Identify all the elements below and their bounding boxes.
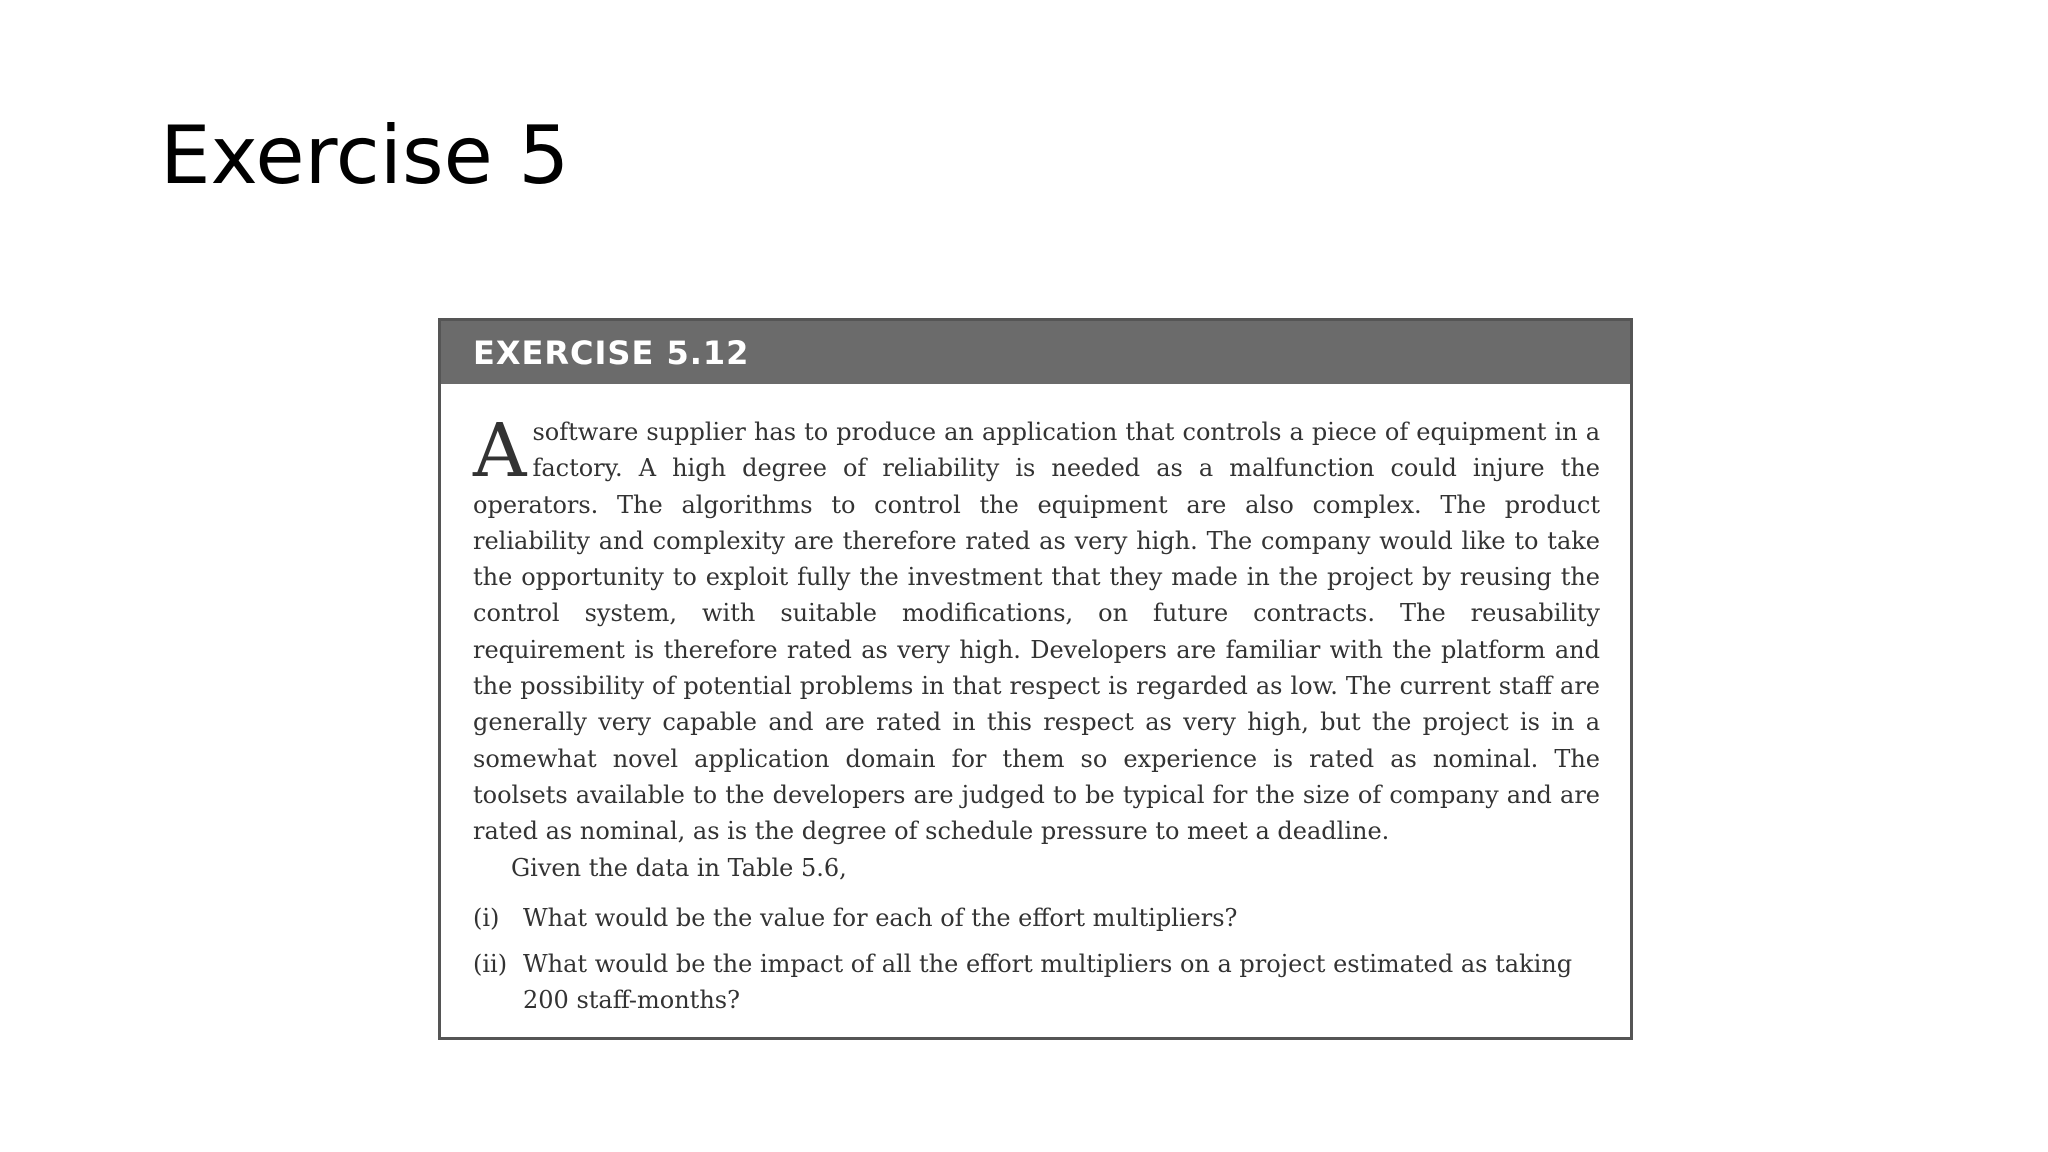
question-marker: (ii) [473, 950, 508, 979]
question-list [473, 900, 1600, 1019]
question-item [473, 900, 1600, 936]
question-item [473, 946, 1600, 1019]
exercise-paragraph [473, 408, 1600, 850]
drop-cap: A [473, 408, 527, 494]
question-text: What would be the value for each of the effort multipliers? [523, 903, 1238, 932]
question-marker: (i) [473, 903, 500, 932]
exercise-header [441, 321, 1630, 384]
paragraph-text: software supplier has to produce an application that controls a piece of equipment in a factory. A high degree of reliability is needed as a malfunction could injure the operators. The algorithms to control the equipment are also complex. The product reliability and complexity are therefore rated as very high. The company would like to take the opportunity to exploit fully the investment that they made in the project by reusing the control system, with suitable modifications, on future contracts. The reusability requirement is therefore rated as very high. Developers are familiar with the platform and the possibility of potential problems in that respect is regarded as low. The current staff are generally very capable and are rated in this respect as very high, but the project is in a somewhat novel application domain for them so experience is rated as nominal. The toolsets available to the developers are judged to be typical for the size of company and are rated as nominal, as is the degree of schedule pressure to meet a deadline. [473, 418, 1600, 846]
exercise-box [438, 318, 1633, 1040]
exercise-number: EXERCISE 5.12 [473, 333, 750, 372]
exercise-body [441, 384, 1630, 1019]
question-text: What would be the impact of all the effort multipliers on a project estimated as taking 200 staff-months? [523, 950, 1573, 1015]
exercise-prompt: Given the data in Table 5.6, [511, 853, 847, 882]
slide-title: Exercise 5 [160, 109, 570, 202]
